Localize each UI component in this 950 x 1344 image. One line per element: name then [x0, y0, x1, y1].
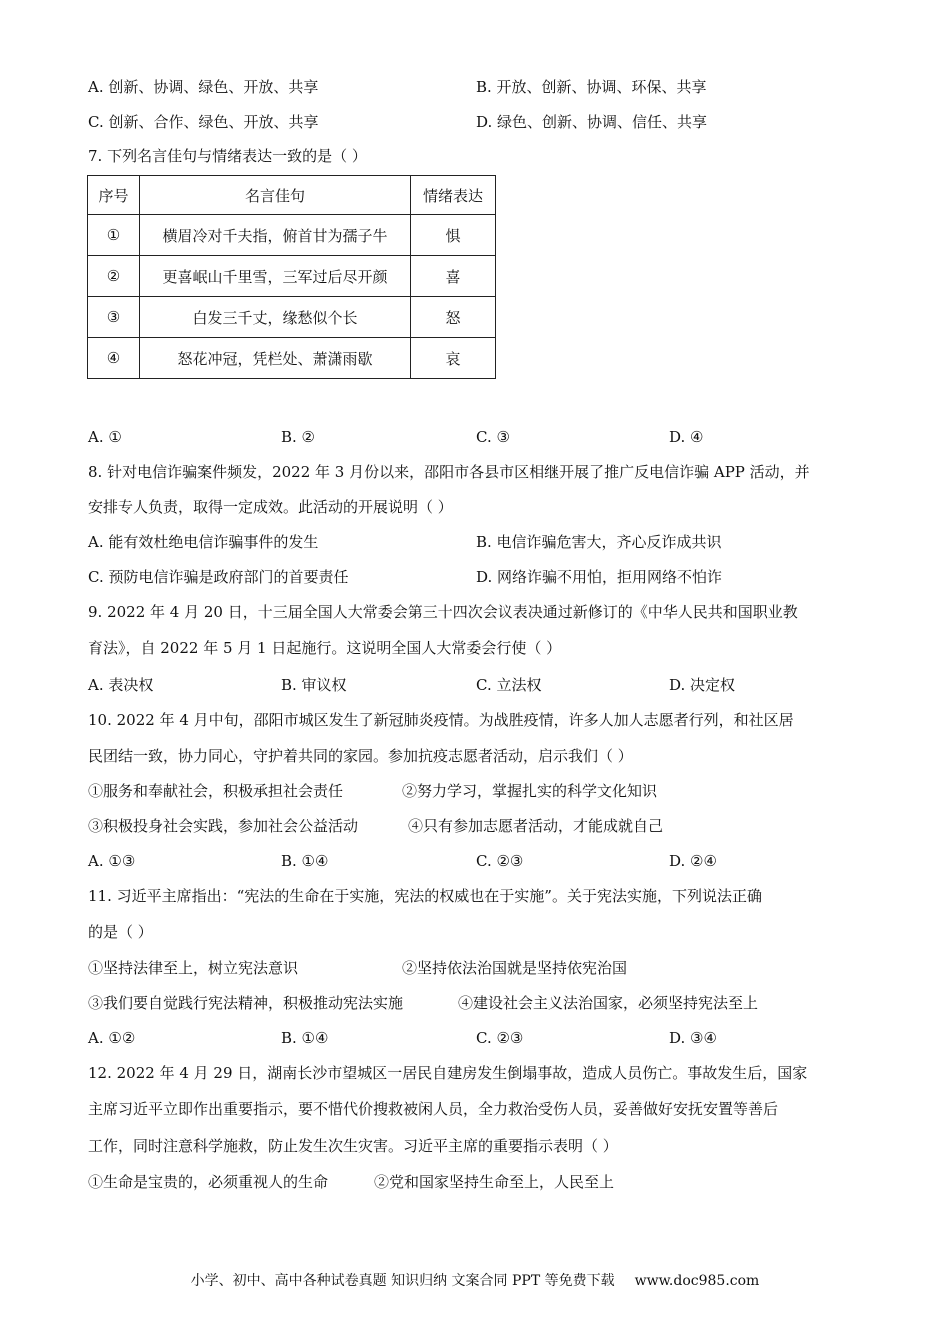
q7-cell-emotion: 怒: [411, 297, 496, 338]
q11-statement-3: ③我们要自觉践行宪法精神，积极推动宪法实施: [88, 994, 404, 1012]
q9-option-d: D. 决定权: [669, 676, 736, 694]
q10-statement-1: ①服务和奉献社会，积极承担社会责任: [88, 782, 344, 800]
q8-option-b: B. 电信诈骗危害大，齐心反诈成共识: [476, 533, 722, 551]
q6-option-c: C. 创新、合作、绿色、开放、共享: [88, 113, 319, 131]
table-row: [88, 215, 496, 256]
q11-option-a: A. ①②: [88, 1029, 136, 1047]
q10-stem-line2: 民团结一致，协力同心，守护着共同的家园。参加抗疫志愿者活动，启示我们（ ）: [88, 747, 633, 765]
q10-option-b: B. ①④: [281, 852, 329, 870]
q7-option-d: D. ④: [669, 428, 704, 446]
q7-header-index: 序号: [88, 176, 140, 215]
q9-option-a: A. 表决权: [88, 676, 154, 694]
q10-statement-4: ④只有参加志愿者活动，才能成就自己: [408, 817, 664, 835]
q7-cell-quote: 怒花冲冠，凭栏处、萧潇雨歇: [140, 338, 411, 379]
q11-statement-2: ②坚持依法治国就是坚持依宪治国: [402, 959, 628, 977]
footer-url[interactable]: www.doc985.com: [634, 1273, 760, 1289]
q12-stem-line2: 主席习近平立即作出重要指示，要不惜代价搜救被闲人员，全力救治受伤人员，妥善做好安抚安置等善后: [88, 1100, 779, 1118]
q7-table: [87, 175, 496, 379]
q7-cell-emotion: 喜: [411, 256, 496, 297]
q6-option-d: D. 绿色、创新、协调、信任、共享: [476, 113, 708, 131]
q7-cell-index: ④: [88, 338, 140, 379]
q9-stem-line2: 育法》，自 2022 年 5 月 1 日起施行。这说明全国人大常委会行使（ ）: [88, 639, 562, 657]
q12-statement-2: ②党和国家坚持生命至上，人民至上: [374, 1173, 615, 1191]
q7-cell-quote: 更喜岷山千里雪，三军过后尽开颜: [140, 256, 411, 297]
q7-cell-index: ①: [88, 215, 140, 256]
q7-option-a: A. ①: [88, 428, 122, 446]
q12-stem-line1: 12. 2022 年 4 月 29 日，湖南长沙市望城区一居民自建房发生倒塌事故，造成人员伤亡。事故发生后，国家: [88, 1064, 808, 1082]
q12-stem-line3: 工作，同时注意科学施救，防止发生次生灾害。习近平主席的重要指示表明（ ）: [88, 1137, 618, 1155]
q7-cell-quote: 横眉冷对千夫指，俯首甘为孺子牛: [140, 215, 411, 256]
q8-stem-line1: 8. 针对电信诈骗案件频发，2022 年 3 月份以来，邵阳市各县市区相继开展了推广反电信诈骗 APP 活动，并: [88, 463, 810, 481]
q8-option-d: D. 网络诈骗不用怕，拒用网络不怕诈: [476, 568, 723, 586]
q9-stem-line1: 9. 2022 年 4 月 20 日，十三届全国人大常委会第三十四次会议表决通过新修订的《中华人民共和国职业教: [88, 603, 798, 621]
q10-statement-3: ③积极投身社会实践，参加社会公益活动: [88, 817, 359, 835]
q7-option-b: B. ②: [281, 428, 316, 446]
q11-stem-line2: 的是（ ）: [88, 923, 153, 941]
q6-option-b: B. 开放、创新、协调、环保、共享: [476, 78, 707, 96]
q7-header-emotion: 情绪表达: [411, 176, 496, 215]
page-footer: [0, 1270, 950, 1290]
q8-option-a: A. 能有效杜绝电信诈骗事件的发生: [88, 533, 319, 551]
q10-option-a: A. ①③: [88, 852, 136, 870]
table-row: [88, 338, 496, 379]
q7-cell-emotion: 哀: [411, 338, 496, 379]
q8-option-c: C. 预防电信诈骗是政府部门的首要责任: [88, 568, 349, 586]
q11-stem-line1: 11. 习近平主席指出：“宪法的生命在于实施，宪法的权威也在于实施”。关于宪法实施，下列说法正确: [88, 887, 762, 905]
q12-statement-1: ①生命是宝贵的，必须重视人的生命: [88, 1173, 329, 1191]
q9-option-c: C. 立法权: [476, 676, 542, 694]
q10-option-d: D. ②④: [669, 852, 717, 870]
q7-option-c: C. ③: [476, 428, 510, 446]
q7-cell-emotion: 惧: [411, 215, 496, 256]
q11-statement-1: ①坚持法律至上，树立宪法意识: [88, 959, 299, 977]
q7-cell-index: ③: [88, 297, 140, 338]
table-row: [88, 297, 496, 338]
q7-table-header: [88, 176, 496, 215]
q10-option-c: C. ②③: [476, 852, 524, 870]
q11-option-d: D. ③④: [669, 1029, 717, 1047]
q9-option-b: B. 审议权: [281, 676, 347, 694]
q11-option-b: B. ①④: [281, 1029, 329, 1047]
q7-cell-quote: 白发三千丈，缘愁似个长: [140, 297, 411, 338]
q10-stem-line1: 10. 2022 年 4 月中旬，邵阳市城区发生了新冠肺炎疫情。为战胜疫情，许多人加人志愿者行列，和社区居: [88, 711, 794, 729]
q8-stem-line2: 安排专人负责，取得一定成效。此活动的开展说明（ ）: [88, 498, 453, 516]
q7-header-quote: 名言佳句: [140, 176, 411, 215]
q7-stem: 7. 下列名言佳句与情绪表达一致的是（ ）: [88, 147, 367, 165]
q11-option-c: C. ②③: [476, 1029, 524, 1047]
table-row: [88, 256, 496, 297]
q6-option-a: A. 创新、协调、绿色、开放、共享: [88, 78, 319, 96]
footer-text: 小学、初中、高中各种试卷真题 知识归纳 文案合同 PPT 等免费下载: [190, 1273, 615, 1289]
q11-statement-4: ④建设社会主义法治国家，必须坚持宪法至上: [458, 994, 759, 1012]
q10-statement-2: ②努力学习，掌握扎实的科学文化知识: [402, 782, 658, 800]
q7-cell-index: ②: [88, 256, 140, 297]
